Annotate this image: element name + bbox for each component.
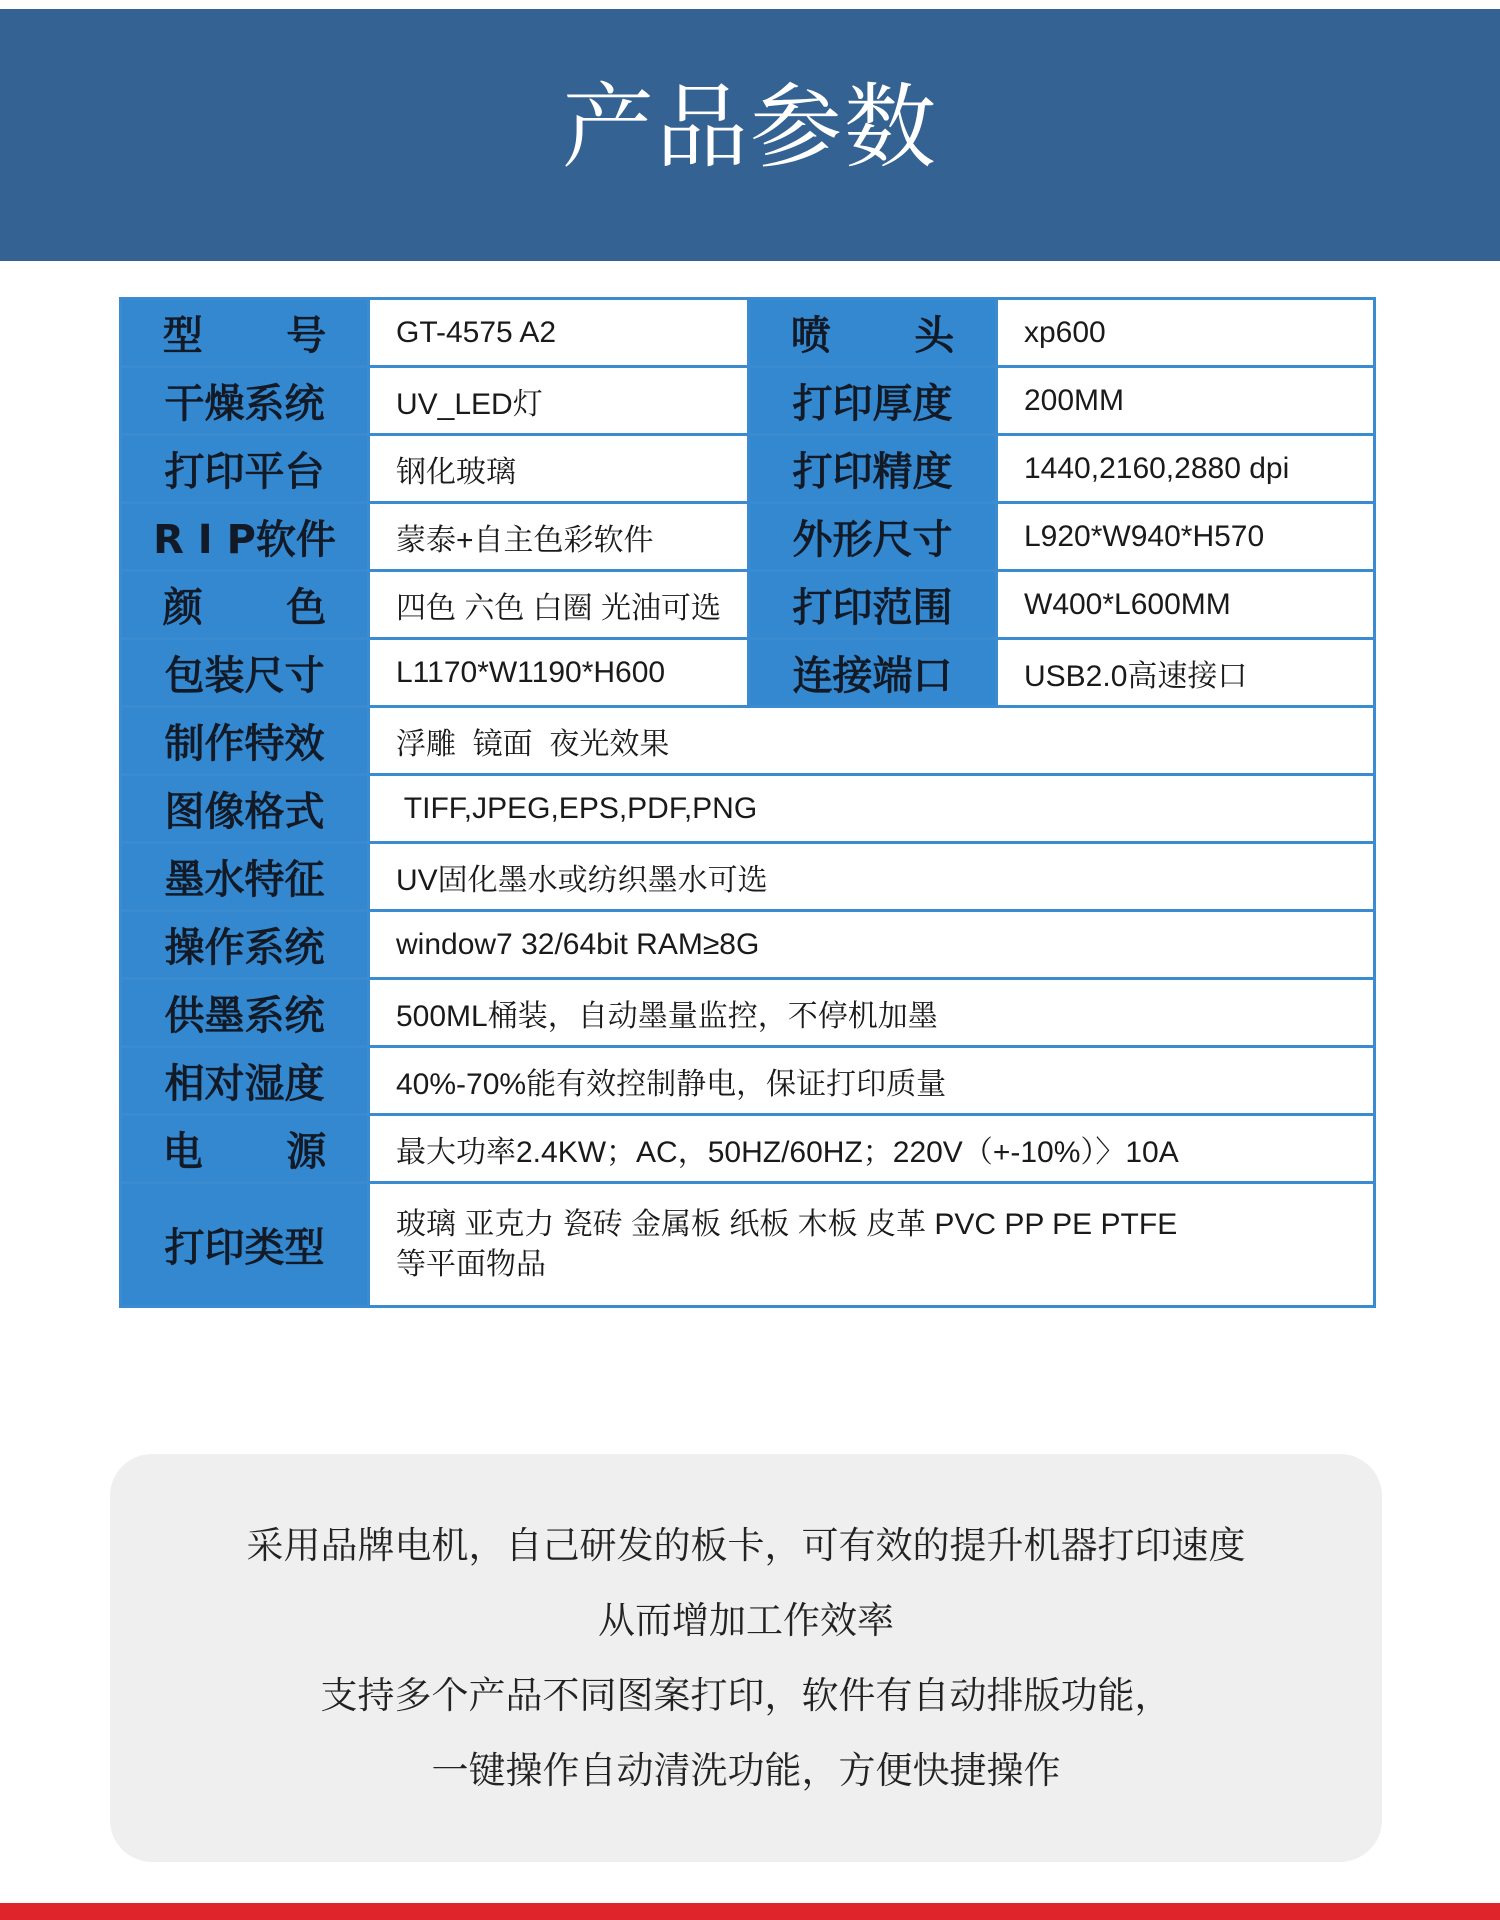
spec-row: [121, 707, 1375, 775]
spec-label: 墨水特征: [121, 843, 369, 911]
spec-value: [369, 1183, 1375, 1307]
spec-row: [121, 1115, 1375, 1183]
spec-value: L920*W940*H570: [997, 503, 1375, 571]
spec-row: [121, 911, 1375, 979]
spec-label: 喷 头: [749, 299, 997, 367]
spec-row: [121, 979, 1375, 1047]
spec-value: 四色 六色 白圈 光油可选: [369, 571, 749, 639]
spec-row: [121, 639, 1375, 707]
spec-row: [121, 571, 1375, 639]
spec-label: 供墨系统: [121, 979, 369, 1047]
spec-value: UV固化墨水或纺织墨水可选: [369, 843, 1375, 911]
spec-value: L1170*W1190*H600: [369, 639, 749, 707]
spec-value: 蒙泰+自主色彩软件: [369, 503, 749, 571]
spec-row: [121, 367, 1375, 435]
spec-value: 40%-70%能有效控制静电，保证打印质量: [369, 1047, 1375, 1115]
spec-value-line: 等平面物品: [396, 1247, 546, 1281]
page-title: 产品参数: [561, 74, 938, 181]
spec-row: [121, 503, 1375, 571]
feature-line: 从而增加工作效率: [598, 1599, 894, 1642]
spec-label: 连接端口: [749, 639, 997, 707]
spec-value: 1440,2160,2880 dpi: [997, 435, 1375, 503]
spec-value: TIFF,JPEG,EPS,PDF,PNG: [369, 775, 1375, 843]
spec-row: [121, 775, 1375, 843]
spec-label: 打印范围: [749, 571, 997, 639]
spec-label: 相对湿度: [121, 1047, 369, 1115]
spec-row: [121, 843, 1375, 911]
spec-label: 打印厚度: [749, 367, 997, 435]
spec-value: window7 32/64bit RAM≥8G: [369, 911, 1375, 979]
spec-row: [121, 299, 1375, 367]
spec-value: 200MM: [997, 367, 1375, 435]
spec-label: 制作特效: [121, 707, 369, 775]
spec-label: 操作系统: [121, 911, 369, 979]
spec-label: 颜 色: [121, 571, 369, 639]
spec-label: 型 号: [121, 299, 369, 367]
spec-value: UV_LED灯: [369, 367, 749, 435]
spec-value: USB2.0高速接口: [997, 639, 1375, 707]
spec-value: 钢化玻璃: [369, 435, 749, 503]
footer-accent-bar: [0, 1903, 1500, 1920]
spec-value: 最大功率2.4KW；AC，50HZ/60HZ；220V（+-10%）〉10A: [369, 1115, 1375, 1183]
spec-label: 干燥系统: [121, 367, 369, 435]
feature-line: 一键操作自动清洗功能，方便快捷操作: [431, 1749, 1061, 1792]
spec-value: W400*L600MM: [997, 571, 1375, 639]
header-banner: [0, 9, 1500, 261]
spec-value: 浮雕 镜面 夜光效果: [369, 707, 1375, 775]
spec-value-line: 玻璃 亚克力 瓷砖 金属板 纸板 木板 皮革 PVC PP PE PTFE: [396, 1207, 1178, 1241]
spec-label: R I P软件: [121, 503, 369, 571]
spec-row: [121, 1183, 1375, 1307]
feature-line: 支持多个产品不同图案打印，软件有自动排版功能，: [320, 1674, 1172, 1717]
spec-value: 500ML桶装，自动墨量监控，不停机加墨: [369, 979, 1375, 1047]
spec-value: GT-4575 A2: [369, 299, 749, 367]
spec-table: [119, 297, 1376, 1308]
spec-label: 打印平台: [121, 435, 369, 503]
spec-label: 打印精度: [749, 435, 997, 503]
feature-description-box: [110, 1454, 1382, 1862]
spec-row: [121, 1047, 1375, 1115]
spec-label: 电 源: [121, 1115, 369, 1183]
spec-label: 外形尺寸: [749, 503, 997, 571]
feature-line: 采用品牌电机，自己研发的板卡，可有效的提升机器打印速度: [246, 1524, 1246, 1567]
spec-label: 包装尺寸: [121, 639, 369, 707]
spec-value: xp600: [997, 299, 1375, 367]
spec-label: 图像格式: [121, 775, 369, 843]
spec-label: 打印类型: [121, 1183, 369, 1307]
spec-row: [121, 435, 1375, 503]
